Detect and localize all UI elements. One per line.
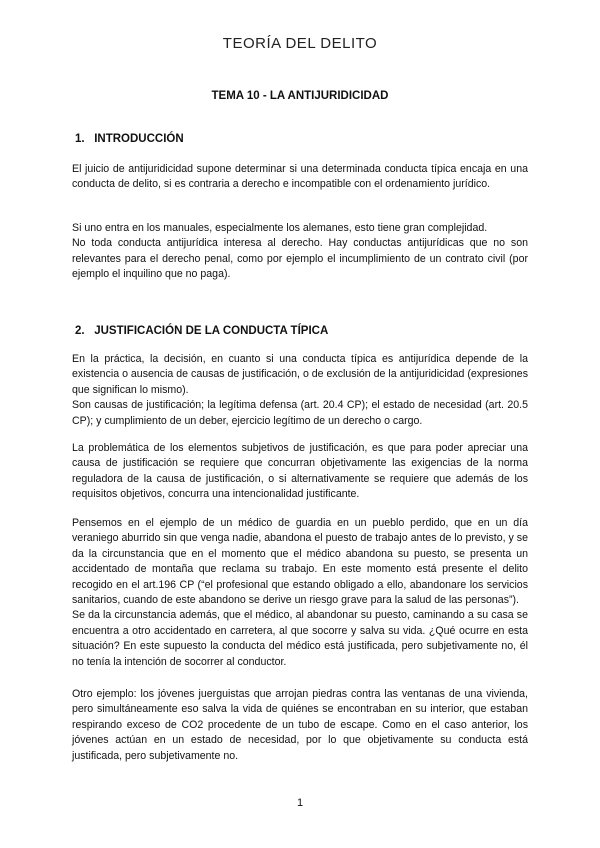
paragraph-text: La problemática de los elementos subjetivos de justificación, es que para poder apreciar una causa de justificación se requiere que concurran objetivamente las exigencias de la norma reguladora de la causa de justificación, o si alternativamente se requiere que además de los requisitos objetivos, concurra una intencionalidad justificante. [72, 442, 528, 501]
document-title: TEMA 10 - LA ANTIJURIDICIDAD [211, 90, 389, 102]
paragraph-text: No toda conducta antijurídica interesa al derecho. Hay conductas antijurídicas que no son relevantes para el derecho penal, como por ejemplo el incumplimiento de un contrato civil (por ejemplo el inquilino que no paga). [72, 237, 528, 281]
page-number: 1 [296, 797, 304, 809]
paragraph-text: Si uno entra en los manuales, especialmente los alemanes, esto tiene gran complejidad. [72, 222, 488, 234]
paragraph-text: En la práctica, la decisión, en cuanto si una conducta típica es antijurídica depende de la existencia o ausencia de causas de justificación, o de exclusión de la antijuridicidad (expresiones que significan lo mismo). [72, 353, 528, 396]
paragraph-text: El juicio de antijuridicidad supone determinar si una determinada conducta típica encaja en una conducta de delito, si es contraria a derecho e incompatible con el ordenamiento jurídico. [72, 163, 528, 191]
paragraph [72, 352, 528, 429]
paragraph [72, 687, 528, 764]
paragraph-text: Pensemos en el ejemplo de un médico de guardia en un pueblo perdido, que en un día veraniego aburrido sin que venga nadie, abandona el puesto de trabajo antes de lo previsto, y se da la circunstancia que en el momento que el médico abandona su puesto, se presenta un accidentado de montaña que reclama su trabajo. En este momento está presente el delito recogido en el art.196 CP (“el profesional que estando obligado a ello, abandonare los servicios sanitarios, cuando de este abandono se derive un riesgo grave para la salud de las personas”). [72, 517, 528, 607]
paragraph [72, 221, 528, 283]
section-title: JUSTIFICACIÓN DE LA CONDUCTA TÍPICA [94, 325, 329, 337]
section-heading-introduccion [75, 133, 184, 145]
section-number: 1. [75, 133, 85, 145]
paragraph-text: Son causas de justificación; la legítima defensa (art. 20.4 CP); el estado de necesidad (art. 20.5 CP); y cumplimiento de un deber, ejercicio legítimo de un derecho o cargo. [72, 399, 528, 427]
paragraph [72, 441, 528, 503]
paragraph-text: Otro ejemplo: los jóvenes juerguistas que arrojan piedras contra las ventanas de una vivienda, pero simultáneamente eso salva la vida de quiénes se encontraban en su interior, que estaban respirando exceso de CO2 procedente de un tubo de escape. Como en el caso anterior, los jóvenes actúan en un estado de necesidad, por lo que objetivamente su conducta está justificada, pero subjetivamente no. [72, 688, 528, 762]
paragraph-text: Se da la circunstancia además, que el médico, al abandonar su puesto, caminando a su casa se encuentra a otro accidentado en carretera, al que socorre y salva su vida. ¿Qué ocurre en esta situación? En este supuesto la conducta del médico está justificada, pero subjetivamente no, él no tenía la intención de socorrer al conductor. [72, 609, 528, 668]
section-heading-justificacion [75, 325, 328, 337]
section-title: INTRODUCCIÓN [94, 133, 184, 145]
section-number: 2. [75, 325, 85, 337]
paragraph [72, 162, 528, 193]
paragraph [72, 516, 528, 670]
running-header: TEORÍA DEL DELITO [222, 35, 378, 52]
